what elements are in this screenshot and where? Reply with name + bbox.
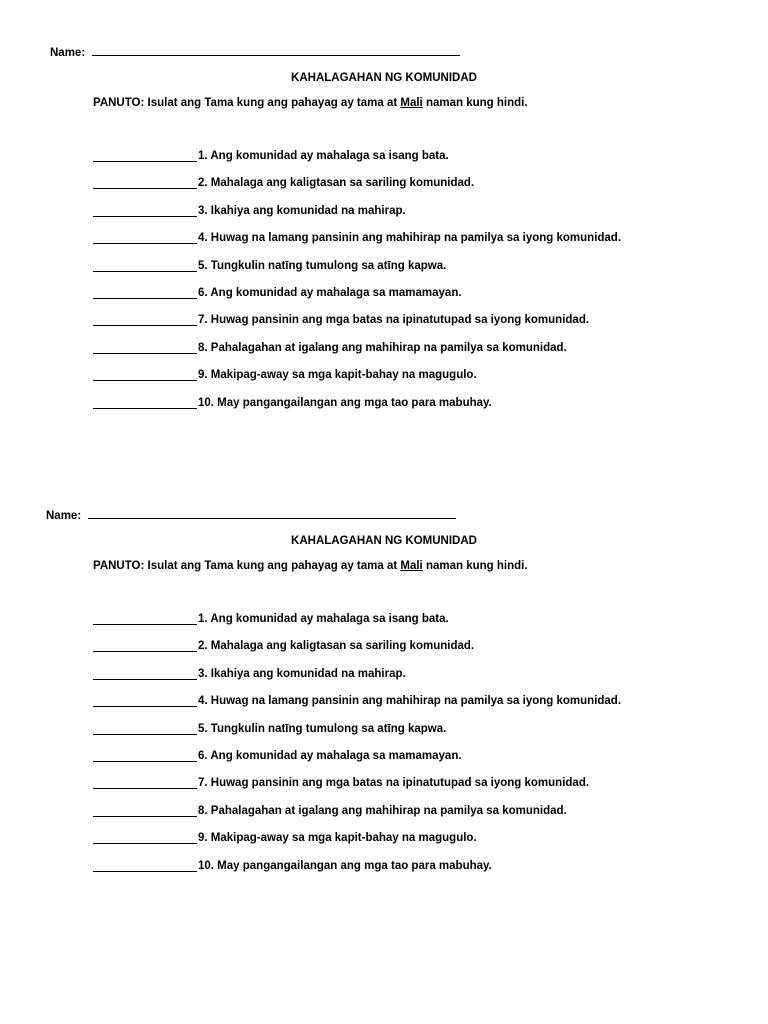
question-item bbox=[93, 314, 621, 341]
instruction-underlined: Mali bbox=[400, 97, 423, 109]
name-row bbox=[46, 507, 456, 522]
question-item bbox=[93, 723, 621, 750]
question-text: 6. Ang komunidad ay mahalaga sa mamamayan. bbox=[198, 286, 462, 299]
question-text: 4. Huwag na lamang pansinin ang mahihirap na pamilya sa iyong komunidad. bbox=[198, 695, 622, 708]
question-text: 6. Ang komunidad ay mahalaga sa mamamayan. bbox=[198, 749, 462, 762]
question-item bbox=[93, 640, 621, 667]
question-item bbox=[93, 832, 621, 859]
question-item bbox=[93, 205, 621, 232]
answer-blank bbox=[93, 613, 197, 625]
question-item bbox=[93, 369, 621, 396]
answer-blank bbox=[93, 695, 197, 707]
question-text: 9. Makipag-away sa mga kapit-bahay na magugulo. bbox=[198, 369, 477, 382]
question-text: 8. Pahalagahan at igalang ang mahihirap na pamilya sa komunidad. bbox=[198, 804, 567, 817]
question-item bbox=[93, 287, 621, 314]
question-text: 2. Mahalaga ang kaligtasan sa sariling komunidad. bbox=[198, 177, 475, 190]
question-text: 2. Mahalaga ang kaligtasan sa sariling komunidad. bbox=[198, 640, 475, 653]
question-item bbox=[93, 342, 621, 369]
question-item bbox=[93, 260, 621, 287]
answer-blank bbox=[93, 750, 197, 762]
answer-blank bbox=[93, 287, 197, 299]
answer-blank bbox=[93, 860, 197, 872]
question-text: 8. Pahalagahan at igalang ang mahihirap na pamilya sa komunidad. bbox=[198, 341, 567, 354]
question-item bbox=[93, 777, 621, 804]
question-item bbox=[93, 397, 621, 424]
question-item bbox=[93, 860, 621, 887]
answer-blank bbox=[93, 342, 197, 354]
answer-blank bbox=[93, 668, 197, 680]
name-row bbox=[50, 44, 460, 59]
answer-blank bbox=[93, 832, 197, 844]
question-list bbox=[93, 613, 621, 887]
answer-blank bbox=[93, 640, 197, 652]
question-text: 7. Huwag pansinin ang mga batas na ipinatutupad sa iyong komunidad. bbox=[198, 777, 590, 790]
answer-blank bbox=[93, 777, 197, 789]
question-list bbox=[93, 150, 621, 424]
answer-blank bbox=[93, 314, 197, 326]
instructions bbox=[93, 560, 528, 572]
instruction-prefix: PANUTO: Isulat ang Tama kung ang pahayag ay tama at bbox=[93, 97, 401, 109]
question-item bbox=[93, 668, 621, 695]
name-label: Name: bbox=[46, 510, 82, 522]
question-text: 5. Tungkulin natῑng tumulong sa atῑng kapwa. bbox=[198, 722, 447, 735]
answer-blank bbox=[93, 369, 197, 381]
answer-blank bbox=[93, 232, 197, 244]
answer-blank bbox=[93, 205, 197, 217]
instructions bbox=[93, 97, 528, 109]
answer-blank bbox=[93, 723, 197, 735]
question-item bbox=[93, 177, 621, 204]
question-item bbox=[93, 750, 621, 777]
instruction-suffix: naman kung hindi. bbox=[422, 97, 528, 109]
instruction-prefix: PANUTO: Isulat ang Tama kung ang pahayag ay tama at bbox=[93, 560, 401, 572]
instruction-suffix: naman kung hindi. bbox=[422, 560, 528, 572]
question-item bbox=[93, 232, 621, 259]
question-text: 5. Tungkulin natῑng tumulong sa atῑng kapwa. bbox=[198, 259, 447, 272]
question-text: 4. Huwag na lamang pansinin ang mahihirap na pamilya sa iyong komunidad. bbox=[198, 232, 622, 245]
question-text: 10. May pangangailangan ang mga tao para mabuhay. bbox=[198, 859, 492, 872]
worksheet-title: KAHALAGAHAN NG KOMUNIDAD bbox=[291, 72, 477, 84]
question-text: 1. Ang komunidad ay mahalaga sa isang bata. bbox=[198, 150, 449, 162]
question-item bbox=[93, 805, 621, 832]
question-item bbox=[93, 695, 621, 722]
name-blank-line bbox=[88, 507, 456, 519]
instruction-underlined: Mali bbox=[400, 560, 423, 572]
question-text: 7. Huwag pansinin ang mga batas na ipinatutupad sa iyong komunidad. bbox=[198, 314, 590, 327]
answer-blank bbox=[93, 150, 197, 162]
answer-blank bbox=[93, 260, 197, 272]
name-blank-line bbox=[92, 44, 460, 56]
question-text: 1. Ang komunidad ay mahalaga sa isang bata. bbox=[198, 613, 449, 625]
question-item bbox=[93, 150, 621, 177]
name-label: Name: bbox=[50, 47, 86, 59]
worksheet-title: KAHALAGAHAN NG KOMUNIDAD bbox=[291, 535, 477, 547]
answer-blank bbox=[93, 397, 197, 409]
question-text: 3. Ikahiya ang komunidad na mahirap. bbox=[198, 204, 406, 217]
question-item bbox=[93, 613, 621, 640]
answer-blank bbox=[93, 177, 197, 189]
answer-blank bbox=[93, 805, 197, 817]
question-text: 9. Makipag-away sa mga kapit-bahay na magugulo. bbox=[198, 832, 477, 845]
question-text: 3. Ikahiya ang komunidad na mahirap. bbox=[198, 667, 406, 680]
question-text: 10. May pangangailangan ang mga tao para mabuhay. bbox=[198, 396, 492, 409]
